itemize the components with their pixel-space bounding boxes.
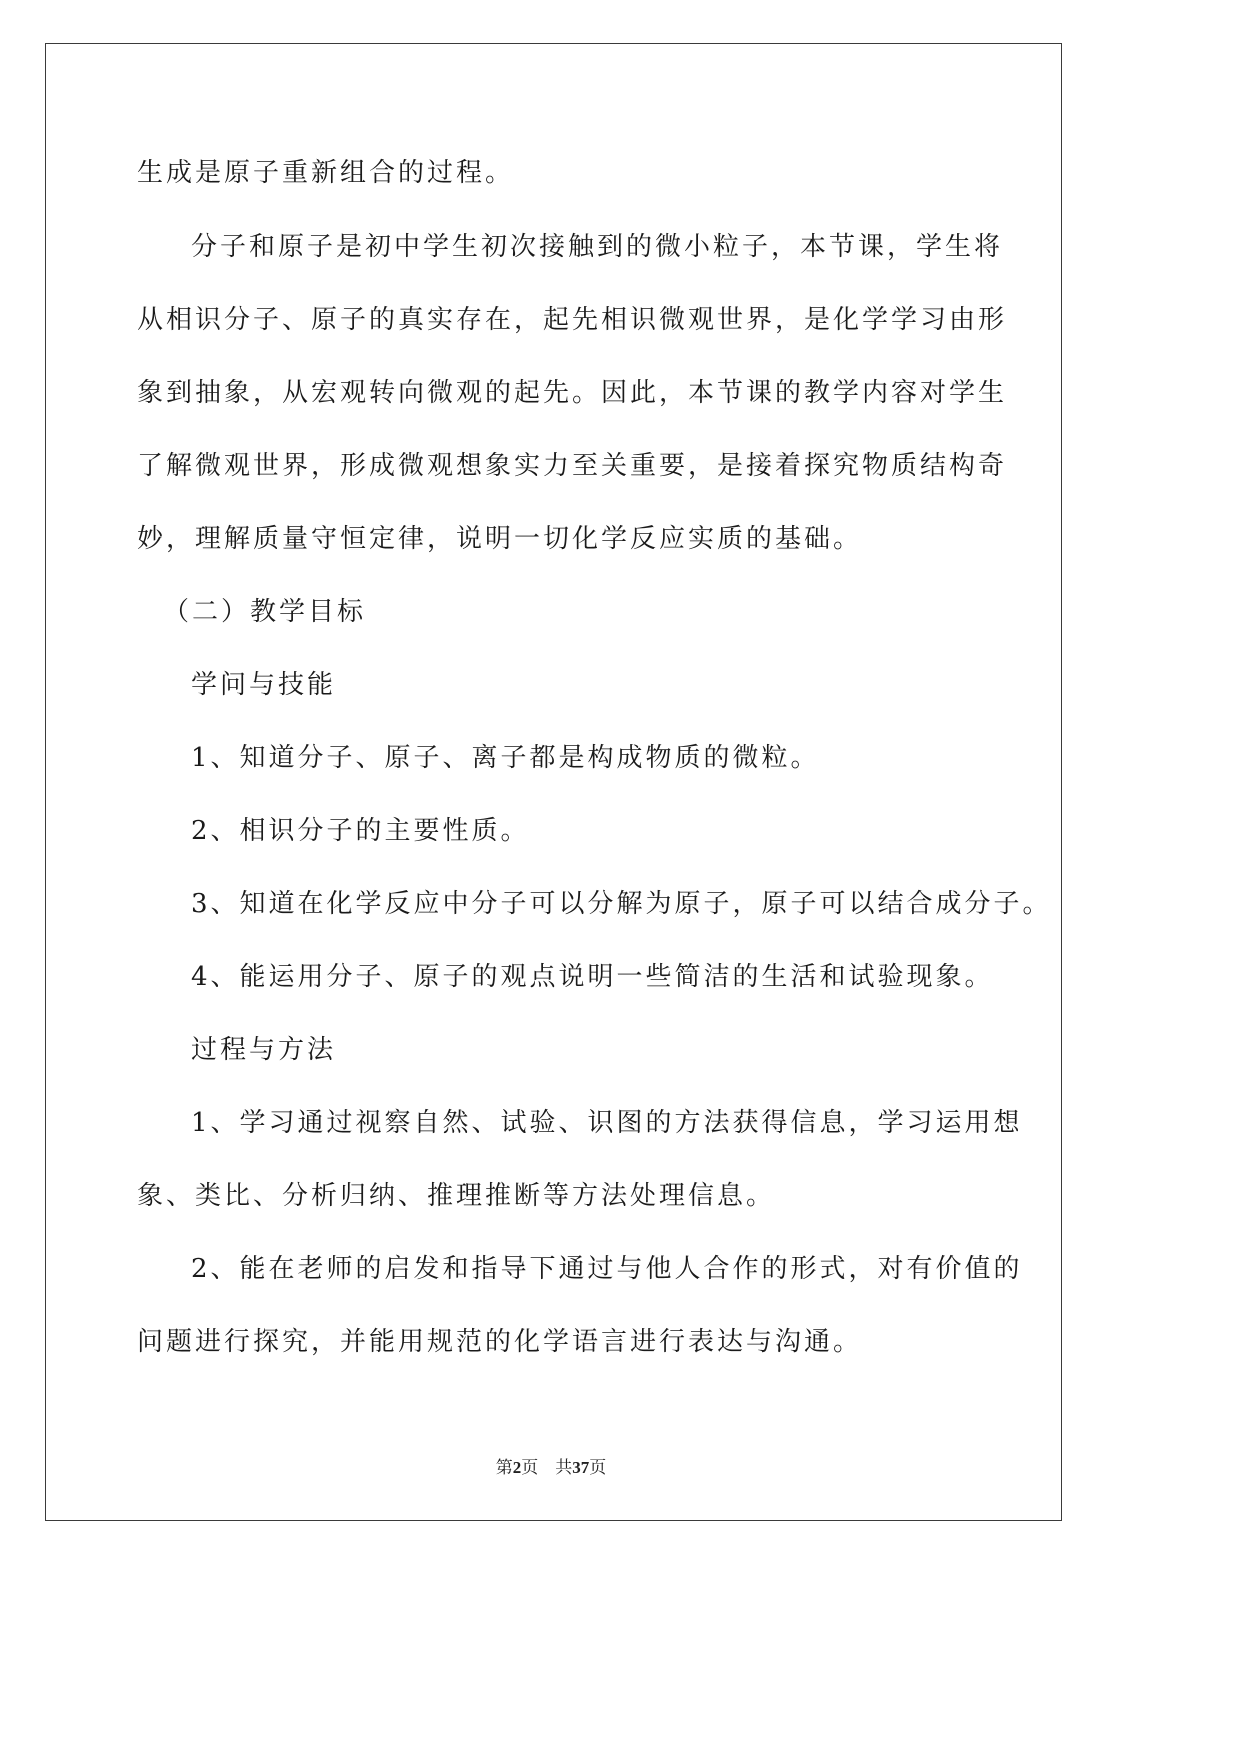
total-pages: 37 xyxy=(572,1458,590,1477)
page-border xyxy=(45,43,1062,1521)
paragraph-line: 生成是原子重新组合的过程。 xyxy=(137,158,515,188)
paragraph-line: 从相识分子、原子的真实存在，起先相识微观世界，是化学学习由形 xyxy=(137,305,1008,335)
paragraph-line: 分子和原子是初中学生初次接触到的微小粒子，本节课，学生将 xyxy=(191,232,1004,262)
list-item-continuation: 问题进行探究，并能用规范的化学语言进行表达与沟通。 xyxy=(137,1327,863,1357)
list-item: 1、知道分子、原子、离子都是构成物质的微粒。 xyxy=(191,743,820,773)
footer-total-prefix: 共 xyxy=(555,1458,573,1477)
list-item: 2、能在老师的启发和指导下通过与他人合作的形式，对有价值的 xyxy=(191,1254,1023,1284)
subsection-heading: 过程与方法 xyxy=(191,1035,337,1065)
list-item: 1、学习通过视察自然、试验、识图的方法获得信息，学习运用想 xyxy=(191,1108,1023,1138)
list-item: 2、相识分子的主要性质。 xyxy=(191,816,530,846)
list-item-continuation: 象、类比、分析归纳、推理推断等方法处理信息。 xyxy=(137,1181,776,1211)
footer-total-unit: 页 xyxy=(589,1458,607,1477)
section-heading: （二）教学目标 xyxy=(163,597,367,627)
list-item: 3、知道在化学反应中分子可以分解为原子，原子可以结合成分子。 xyxy=(191,889,1052,919)
paragraph-line: 了解微观世界，形成微观想象实力至关重要，是接着探究物质结构奇 xyxy=(137,451,1008,481)
subsection-heading: 学问与技能 xyxy=(191,670,337,700)
footer-prefix: 第 xyxy=(495,1458,513,1477)
list-item: 4、能运用分子、原子的观点说明一些简洁的生活和试验现象。 xyxy=(191,962,994,992)
page-number: 2 xyxy=(512,1458,522,1477)
paragraph-line: 象到抽象，从宏观转向微观的起先。因此，本节课的教学内容对学生 xyxy=(137,378,1008,408)
footer-page-unit: 页 xyxy=(521,1458,539,1477)
paragraph-line: 妙，理解质量守恒定律，说明一切化学反应实质的基础。 xyxy=(137,524,863,554)
page-footer xyxy=(0,1453,1102,1478)
